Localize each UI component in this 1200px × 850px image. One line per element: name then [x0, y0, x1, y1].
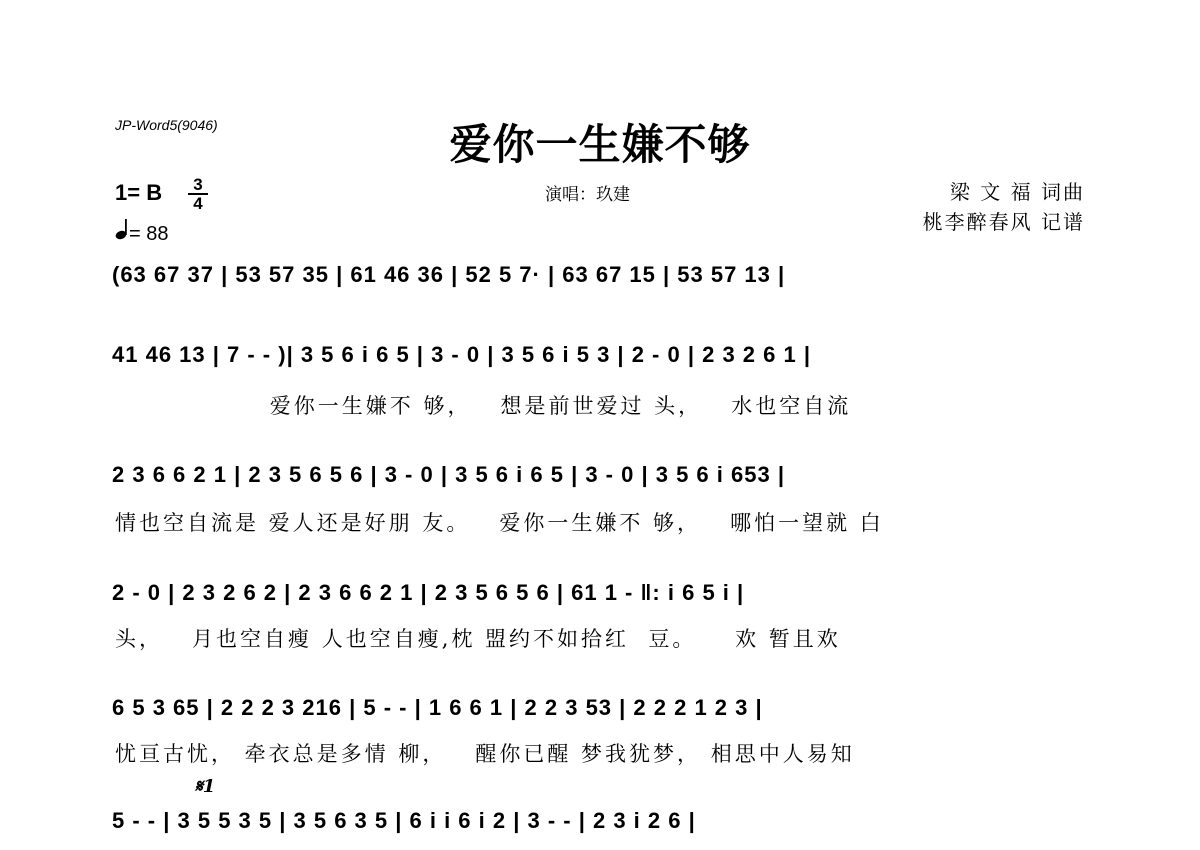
key-signature: 1= B	[115, 180, 163, 205]
score-row-1	[112, 262, 1092, 302]
notation-line: 41 46 13 | 7 - - )| 3 5 6 i 6 5 | 3 - 0 | 3 5 6 i 5 3 | 2 - 0 | 2 3 2 6 1 |	[112, 342, 811, 367]
notation-line: 5 - - | 3 5 5 3 5 | 3 5 6 3 5 | 6 i i 6 i 2 | 3 - - | 2 3 i 2 6 |	[112, 808, 696, 833]
time-signature	[188, 176, 208, 212]
tempo-marking	[115, 218, 168, 246]
composer-credit: 梁 文 福 词曲	[949, 180, 1085, 204]
time-sig-top: 3	[193, 175, 203, 194]
quarter-note-icon	[115, 218, 129, 240]
lyric-line-5: 忧亘古忧， 牵衣总是多情 柳， 醒你已醒 梦我犹梦， 相思中人易知	[115, 742, 855, 766]
song-title: 爱你一生嫌不够	[449, 120, 751, 169]
transcriber-credit: 桃李醉春风 记谱	[922, 210, 1085, 234]
score-row-2	[112, 342, 1092, 382]
notation-line: 2 - 0 | 2 3 2 6 2 | 2 3 6 6 2 1 | 2 3 5 6 5 6 | 61 1 - ‖: i 6 5 i |	[112, 580, 745, 605]
tempo-value: = 88	[129, 223, 169, 245]
notation-line: 6 5 3 65 | 2 2 2 3 216 | 5 - - | 1 6 6 1 | 2 2 3 53 | 2 2 2 1 2 3 |	[112, 695, 763, 720]
score-row-5	[112, 695, 1092, 735]
score-row-6	[112, 808, 1092, 848]
segno-mark: 𝄋1	[195, 776, 216, 797]
notation-line: 2 3 6 6 2 1 | 2 3 5 6 5 6 | 3 - 0 | 3 5 6 i 6 5 | 3 - 0 | 3 5 6 i 653 |	[112, 462, 785, 487]
singer-credit: 演唱：玖建	[545, 185, 630, 205]
lyric-line-4: 头， 月也空自瘦 人也空自瘦,枕 盟约不如拾红 豆。 欢 暂且欢	[115, 627, 841, 651]
lyric-line-3: 情也空自流是 爱人还是好朋 友。 爱你一生嫌不 够， 哪怕一望就 白	[115, 511, 884, 535]
lyric-line-2: 爱你一生嫌不 够， 想是前世爱过 头， 水也空自流	[115, 394, 852, 418]
software-tag: JP-Word5(9046)	[115, 117, 218, 133]
notation-line: (63 67 37 | 53 57 35 | 61 46 36 | 52 5 7· | 63 67 15 | 53 57 13 |	[112, 262, 786, 287]
time-sig-bottom: 4	[188, 193, 208, 212]
score-row-4	[112, 580, 1092, 620]
score-row-3	[112, 462, 1092, 502]
